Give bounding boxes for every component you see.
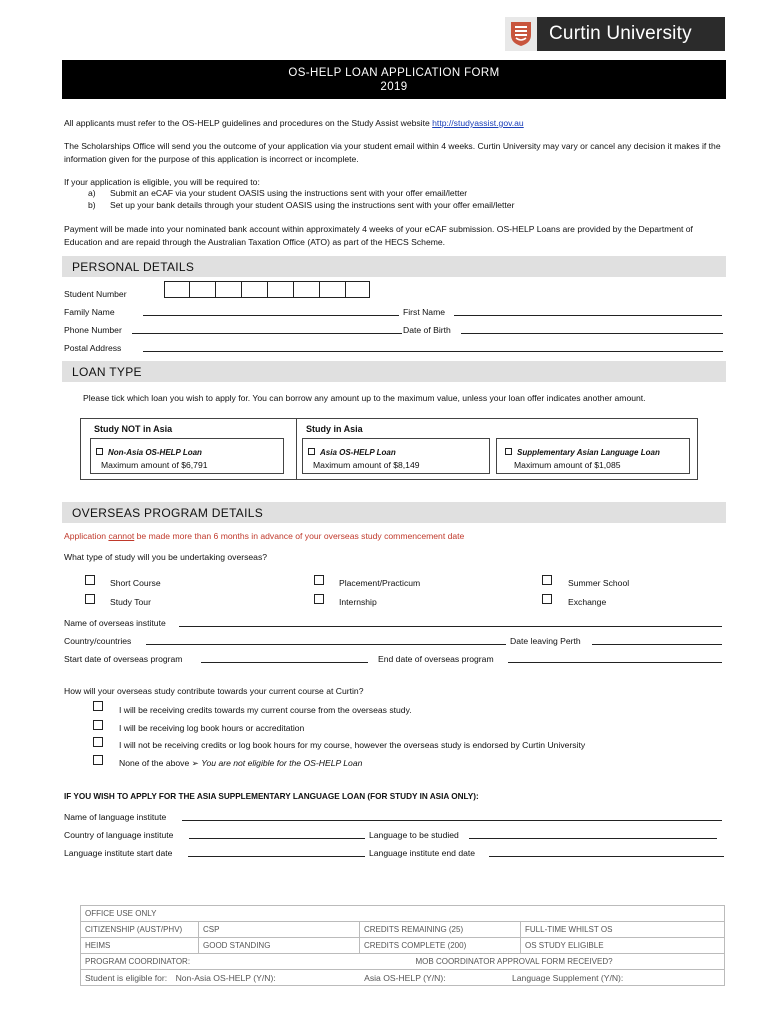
contribution-question: How will your overseas study contribute towards your current course at Curtin?	[64, 686, 364, 696]
form-title: OS-HELP LOAN APPLICATION FORM 2019	[62, 60, 726, 99]
lang-studied-field[interactable]	[469, 829, 717, 839]
study-tour-label: Study Tour	[110, 597, 151, 607]
studyassist-link[interactable]: http://studyassist.gov.au	[432, 118, 524, 128]
section-overseas-program: OVERSEAS PROGRAM DETAILS	[62, 502, 726, 523]
office-cell: HEIMS	[81, 938, 199, 954]
lang-end-field[interactable]	[489, 847, 724, 857]
placement-label: Placement/Practicum	[339, 578, 421, 588]
section-personal-details: PERSONAL DETAILS	[62, 256, 726, 277]
study-type-question: What type of study will you be undertaking overseas?	[64, 552, 268, 562]
eligibility-row: Student is eligible for: Non-Asia OS-HELP (Y/N): Asia OS-HELP (Y/N): Language Supplement (Y/N):	[81, 970, 725, 986]
list-item-a: Submit an eCAF via your student OASIS using the instructions sent with your offer email/letter	[110, 188, 468, 198]
summer-school-checkbox[interactable]	[542, 575, 552, 585]
date-leaving-field[interactable]	[592, 635, 722, 645]
endorsed-label: I will not be receiving credits or log book hours for my course, however the overseas study is endorsed by Curtin University	[119, 740, 586, 750]
credits-label: I will be receiving credits towards my current course from the overseas study.	[119, 705, 412, 715]
short-course-label: Short Course	[110, 578, 161, 588]
office-cell: CSP	[199, 922, 360, 938]
overseas-institute-field[interactable]	[179, 617, 722, 627]
endorsed-checkbox[interactable]	[93, 737, 103, 747]
end-date-field[interactable]	[508, 653, 722, 663]
language-loan-max: Maximum amount of $1,085	[514, 460, 621, 470]
loan-divider	[296, 418, 297, 480]
phone-label: Phone Number	[64, 325, 122, 335]
lang-country-field[interactable]	[189, 829, 365, 839]
lang-end-label: Language institute end date	[369, 848, 476, 858]
lang-institute-label: Name of language institute	[64, 812, 167, 822]
loan-group-not-asia: Study NOT in Asia	[94, 424, 173, 434]
student-number-digit[interactable]	[320, 281, 346, 298]
lang-start-field[interactable]	[188, 847, 365, 857]
lang-institute-field[interactable]	[182, 811, 722, 821]
student-number-digit[interactable]	[216, 281, 242, 298]
non-asia-loan-max: Maximum amount of $6,791	[101, 460, 208, 470]
none-checkbox[interactable]	[93, 755, 103, 765]
supplementary-heading: IF YOU WISH TO APPLY FOR THE ASIA SUPPLEMENTARY LANGUAGE LOAN (FOR STUDY IN ASIA ONLY):	[64, 792, 479, 801]
internship-label: Internship	[339, 597, 377, 607]
postal-field[interactable]	[143, 342, 723, 352]
office-cell: CREDITS REMAINING (25)	[360, 922, 521, 938]
office-cell: GOOD STANDING	[199, 938, 360, 954]
exchange-checkbox[interactable]	[542, 594, 552, 604]
student-number-digit[interactable]	[164, 281, 190, 298]
language-loan-checkbox[interactable]	[505, 448, 512, 455]
family-name-label: Family Name	[64, 307, 115, 317]
start-date-label: Start date of overseas program	[64, 654, 183, 664]
section-loan-type: LOAN TYPE	[62, 361, 726, 382]
student-number-digit[interactable]	[268, 281, 294, 298]
phone-field[interactable]	[132, 324, 402, 334]
asia-loan-max: Maximum amount of $8,149	[313, 460, 420, 470]
student-number-digit[interactable]	[294, 281, 320, 298]
postal-label: Postal Address	[64, 343, 122, 353]
language-loan-name: Supplementary Asian Language Loan	[517, 448, 660, 457]
list-item-b: Set up your bank details through your student OASIS using the instructions sent with your offer email/letter	[110, 200, 515, 210]
asia-loan-name: Asia OS-HELP Loan	[320, 448, 396, 457]
credits-checkbox[interactable]	[93, 701, 103, 711]
curtin-crest-icon	[505, 17, 537, 51]
office-use-title: OFFICE USE ONLY	[81, 906, 725, 922]
dob-field[interactable]	[461, 324, 723, 334]
lang-studied-label: Language to be studied	[369, 830, 459, 840]
office-cell: FULL-TIME WHILST OS	[521, 922, 725, 938]
student-number-digit[interactable]	[190, 281, 216, 298]
university-name: Curtin University	[549, 23, 692, 44]
program-coordinator: PROGRAM COORDINATOR:	[81, 954, 360, 970]
overseas-institute-label: Name of overseas institute	[64, 618, 166, 628]
countries-label: Country/countries	[64, 636, 132, 646]
list-marker-a: a)	[88, 188, 96, 198]
office-cell: OS STUDY ELIGIBLE	[521, 938, 725, 954]
office-cell: CITIZENSHIP (AUST/PHV)	[81, 922, 199, 938]
intro-outcome: The Scholarships Office will send you the outcome of your application via your student email within 4 weeks. Curtin University may vary or cancel any decision it makes if the information given for the purpose of this application is incorrect or incomplete.	[64, 141, 721, 164]
logbook-checkbox[interactable]	[93, 720, 103, 730]
office-use-table	[80, 905, 725, 986]
end-date-label: End date of overseas program	[378, 654, 494, 664]
student-number-digit[interactable]	[344, 281, 370, 298]
short-course-checkbox[interactable]	[85, 575, 95, 585]
placement-checkbox[interactable]	[314, 575, 324, 585]
family-name-field[interactable]	[143, 306, 399, 316]
none-label: None of the above ➢ You are not eligible for the OS-HELP Loan	[119, 758, 363, 768]
study-tour-checkbox[interactable]	[85, 594, 95, 604]
loan-instruction: Please tick which loan you wish to apply for. You can borrow any amount up to the maximum value, unless your loan offer indicates another amount.	[83, 393, 646, 403]
student-number-digit[interactable]	[242, 281, 268, 298]
summer-school-label: Summer School	[568, 578, 630, 588]
intro-eligible: If your application is eligible, you will be required to:	[64, 177, 260, 187]
date-leaving-label: Date leaving Perth	[510, 636, 581, 646]
loan-group-asia: Study in Asia	[306, 424, 363, 434]
countries-field[interactable]	[146, 635, 506, 645]
asia-loan-checkbox[interactable]	[308, 448, 315, 455]
first-name-field[interactable]	[454, 306, 722, 316]
student-number-label: Student Number	[64, 289, 127, 299]
first-name-label: First Name	[403, 307, 446, 317]
arrow-icon: ➢	[191, 758, 199, 768]
advance-warning: Application cannot be made more than 6 months in advance of your overseas study commencement date	[64, 531, 465, 541]
dob-label: Date of Birth	[403, 325, 451, 335]
lang-start-label: Language institute start date	[64, 848, 173, 858]
logbook-label: I will be receiving log book hours or accreditation	[119, 723, 305, 733]
start-date-field[interactable]	[201, 653, 368, 663]
mob-approval: MOB COORDINATOR APPROVAL FORM RECEIVED?	[360, 954, 725, 970]
exchange-label: Exchange	[568, 597, 607, 607]
internship-checkbox[interactable]	[314, 594, 324, 604]
lang-country-label: Country of language institute	[64, 830, 174, 840]
intro-guidelines: All applicants must refer to the OS-HELP guidelines and procedures on the Study Assist website http://studyassist.gov.au	[64, 118, 524, 128]
non-asia-loan-name: Non-Asia OS-HELP Loan	[108, 448, 202, 457]
non-asia-loan-checkbox[interactable]	[96, 448, 103, 455]
list-marker-b: b)	[88, 200, 96, 210]
curtin-logo	[505, 17, 725, 51]
office-cell: CREDITS COMPLETE (200)	[360, 938, 521, 954]
intro-payment: Payment will be made into your nominated bank account within approximately 4 weeks of your eCAF submission. OS-HELP Loans are provided by the Department of Education and are repaid through the Australian Taxation Office (ATO) as part of the HECS Scheme.	[64, 224, 693, 247]
